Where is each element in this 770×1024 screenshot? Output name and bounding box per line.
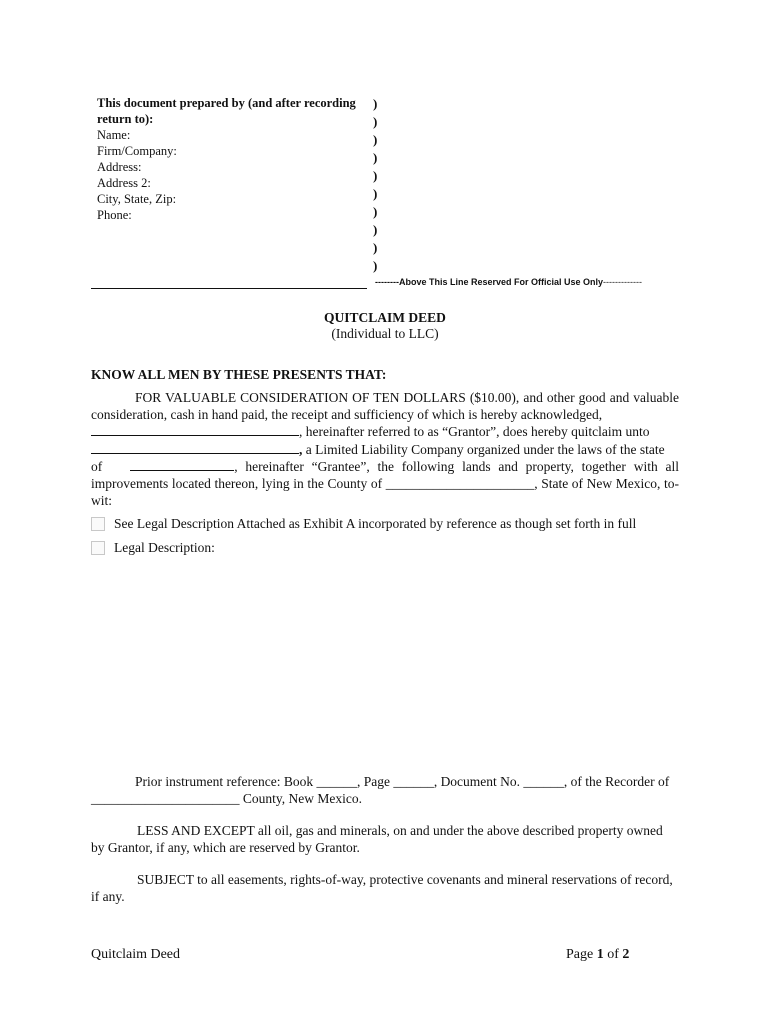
grantor-blank[interactable]: [91, 423, 299, 436]
less-except-text: LESS AND EXCEPT all oil, gas and minerals, on and under the above described property owned by Grantor, if any, which are reserved by Grantor.: [91, 823, 663, 855]
exhibit-a-checkbox[interactable]: [91, 517, 105, 531]
reserved-line: [375, 277, 642, 287]
paren: ): [373, 240, 378, 255]
llc-name-blank[interactable]: [91, 441, 299, 454]
state-blank[interactable]: [130, 458, 234, 471]
field-address: Address:: [97, 160, 142, 174]
field-city-state-zip: City, State, Zip:: [97, 192, 177, 206]
document-subtitle: (Individual to LLC): [331, 326, 439, 341]
field-name: Name:: [97, 128, 131, 142]
llc-line: , a Limited Liability Company organized under the laws of the state: [91, 441, 679, 459]
reserved-text: Above This Line Reserved For Official Use Only: [398, 277, 604, 287]
preparer-block: [97, 95, 365, 223]
grantor-line: [91, 423, 679, 441]
paren: ): [373, 204, 378, 219]
prior-reference-paragraph: [91, 774, 679, 807]
paren-column: [373, 95, 377, 275]
of-label: of: [91, 459, 103, 475]
paren: ): [373, 150, 378, 165]
field-firm: Firm/Company:: [97, 144, 177, 158]
prior-reference-text: Prior instrument reference: Book ______, Page ______, Document No. ______, of the Recorder of ______________________ County, New Mexico.: [91, 774, 670, 806]
exhibit-a-option[interactable]: [91, 516, 636, 532]
reserved-dashes-right: -------------: [603, 277, 643, 287]
know-all-men-heading: KNOW ALL MEN BY THESE PRESENTS THAT:: [91, 367, 387, 382]
consideration-line: FOR VALUABLE CONSIDERATION OF TEN DOLLARS ($10.00), and other good and valuable consideration, cash in hand paid, the receipt and sufficiency of which is hereby acknowledged,: [91, 390, 679, 422]
subject-paragraph: [91, 872, 679, 905]
official-use-divider: [91, 288, 367, 289]
paren: ): [373, 222, 378, 237]
legal-description-label: Legal Description:: [114, 540, 215, 555]
grantee-line: [91, 458, 679, 509]
page-prefix: Page: [566, 947, 597, 962]
legal-description-checkbox[interactable]: [91, 541, 105, 555]
paren: ): [373, 186, 378, 201]
exhibit-a-label: See Legal Description Attached as Exhibit A incorporated by reference as though set forth in full: [114, 516, 637, 531]
reserved-dashes-left: --------: [375, 277, 399, 287]
paren: ): [373, 168, 378, 183]
preparer-heading: This document prepared by (and after recording return to):: [97, 96, 356, 126]
page-indicator: [566, 947, 629, 963]
document-title: QUITCLAIM DEED: [324, 310, 446, 325]
field-phone: Phone:: [97, 208, 132, 222]
paren: ): [373, 114, 378, 129]
llc-tail: a Limited Liability Company organized under the laws of the state: [305, 441, 665, 457]
grantee-tail: , hereinafter “Grantee”, the following lands and property, together with all improvements located thereon, lying in the County of ______________________, State of New Mexico, to-wit:: [91, 459, 679, 508]
page-total: 2: [622, 947, 630, 962]
grantor-tail: , hereinafter referred to as “Grantor”, does hereby quitclaim unto: [299, 424, 650, 440]
page-number: 1: [596, 947, 604, 962]
less-except-paragraph: [91, 823, 679, 856]
subject-text: SUBJECT to all easements, rights-of-way, protective covenants and mineral reservations of record, if any.: [91, 872, 673, 904]
field-address2: Address 2:: [97, 176, 151, 190]
consideration-paragraph: [91, 390, 679, 509]
page-of: of: [603, 947, 623, 962]
paren: ): [373, 96, 378, 111]
footer-title: Quitclaim Deed: [91, 947, 181, 962]
paren: ): [373, 132, 378, 147]
legal-description-option[interactable]: [91, 540, 215, 556]
paren: ): [373, 258, 378, 273]
